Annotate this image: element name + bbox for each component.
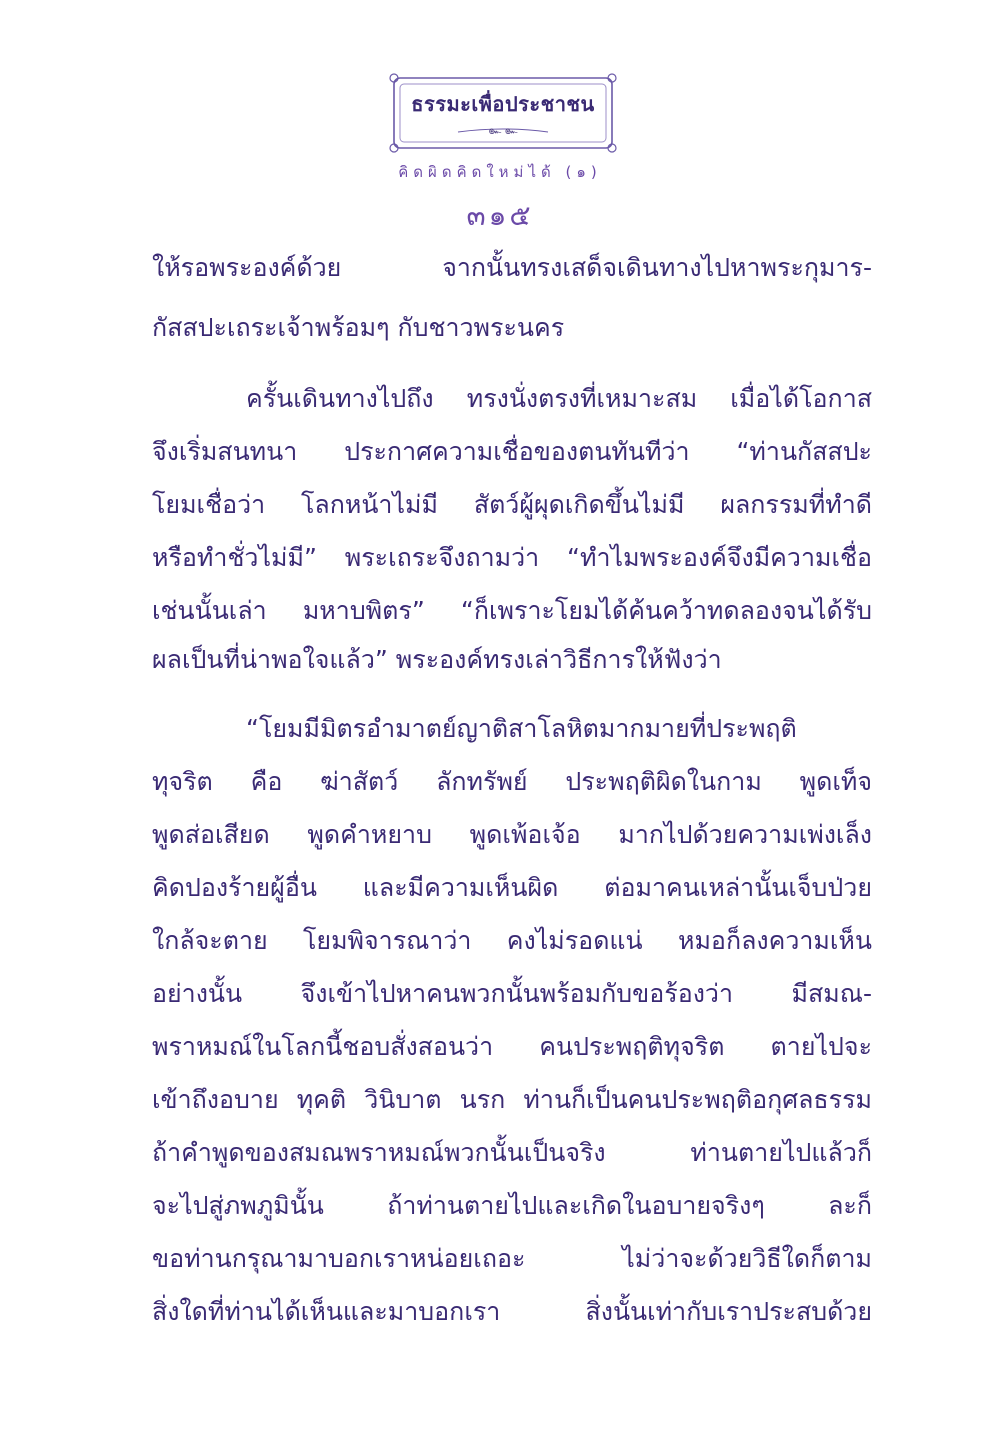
body-line: ถ้าคำพูดของสมณพราหมณ์พวกนั้นเป็นจริง ท่านตายไปแล้วก็ [152,1138,872,1167]
body-line: สิ่งใดที่ท่านได้เห็นและมาบอกเรา สิ่งนั้นเท่ากับเราประสบด้วย [152,1297,872,1326]
series-logo [388,72,618,154]
body-line: ใกล้จะตาย โยมพิจารณาว่า คงไม่รอดแน่ หมอก็ลงความเห็น [152,926,872,955]
body-line: ขอท่านกรุณามาบอกเราหน่อยเถอะ ไม่ว่าจะด้วยวิธีใดก็ตาม [152,1244,872,1273]
body-line: จะไปสู่ภพภูมินั้น ถ้าท่านตายไปและเกิดในอบายจริงๆ ละก็ [152,1191,872,1220]
body-line: โยมเชื่อว่า โลกหน้าไม่มี สัตว์ผู้ผุดเกิดขึ้นไม่มี ผลกรรมที่ทำดี [152,490,872,519]
body-line: ทุจริต คือ ฆ่าสัตว์ ลักทรัพย์ ประพฤติผิดในกาม พูดเท็จ [152,767,872,796]
body-line: เช่นนั้นเล่า มหาบพิตร” “ก็เพราะโยมได้ค้นคว้าทดลองจนได้รับ [152,596,872,625]
body-line: จึงเริ่มสนทนา ประกาศความเชื่อของตนทันทีว่า “ท่านกัสสปะ [152,437,872,466]
logo-title: ธรรมะเพื่อประชาชน [411,92,595,116]
body-line: ให้รอพระองค์ด้วย จากนั้นทรงเสด็จเดินทางไปหาพระกุมาร- [152,253,872,282]
body-line: ครั้นเดินทางไปถึง ทรงนั่งตรงที่เหมาะสม เมื่อได้โอกาส [246,384,872,413]
body-line: อย่างนั้น จึงเข้าไปหาคนพวกนั้นพร้อมกับขอร้องว่า มีสมณ- [152,979,872,1008]
running-head: คิดผิดคิดใหม่ได้ (๑) [398,163,602,181]
logo-subtitle: ๛ ๛ [488,124,518,137]
body-line: คิดปองร้ายผู้อื่น และมีความเห็นผิด ต่อมาคนเหล่านั้นเจ็บป่วย [152,873,872,902]
body-line: กัสสปะเถระเจ้าพร้อมๆ กับชาวพระนคร [152,313,565,342]
body-line: เข้าถึงอบาย ทุคติ วินิบาต นรก ท่านก็เป็นคนประพฤติอกุศลธรรม [152,1085,872,1114]
body-line: พูดส่อเสียด พูดคำหยาบ พูดเพ้อเจ้อ มากไปด้วยความเพ่งเล็ง [152,820,872,849]
body-line: ผลเป็นที่น่าพอใจแล้ว” พระองค์ทรงเล่าวิธีการให้ฟังว่า [152,645,722,674]
body-line: หรือทำชั่วไม่มี” พระเถระจึงถามว่า “ทำไมพระองค์จึงมีความเชื่อ [152,543,872,572]
body-line: พราหมณ์ในโลกนี้ชอบสั่งสอนว่า คนประพฤติทุจริต ตายไปจะ [152,1032,872,1061]
page-number: ๓๑๕ [466,199,534,232]
body-line: “โยมมีมิตรอำมาตย์ญาติสาโลหิตมากมายที่ประพฤติ [246,714,797,743]
